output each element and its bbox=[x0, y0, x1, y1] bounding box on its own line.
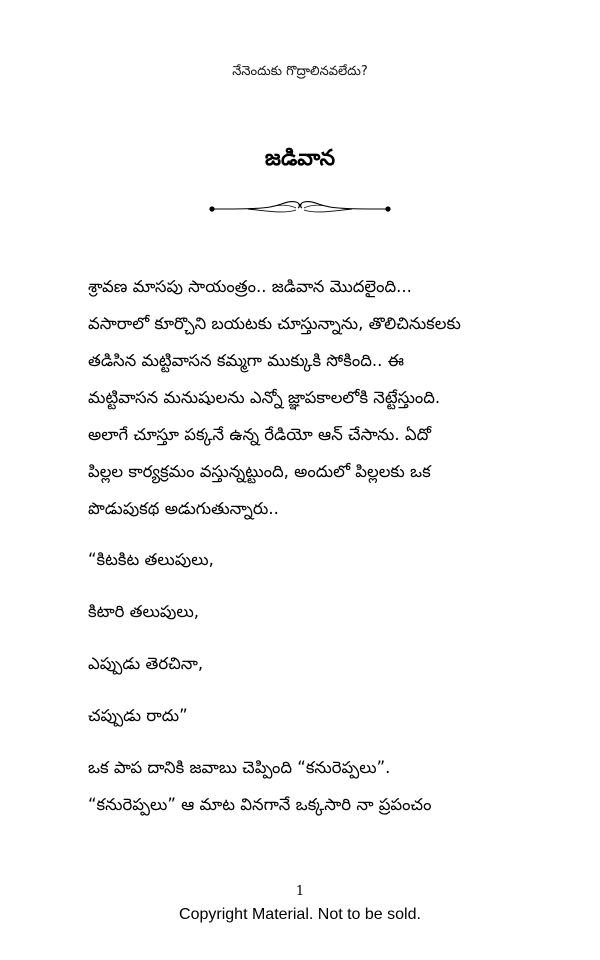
paragraph: శ్రావణ మాసపు సాయంత్రం.. జడివాన మొదలైంది... వసారాలో కూర్చొని బయటకు చూస్తున్నాను, తొలిచినుకలకు తడిసిన మట్టివాసన కమ్మగా ముక్కుకి సోకింది.. ఈ మట్టివాసన మనుషులను ఎన్నో జ్ఞాపకాలలోకి నెట్టేస్తుంది. అలాగే చూస్తూ పక్కనే ఉన్న రేడియో ఆన్ చేసాను. ఏదో పిల్లల కార్యక్రమం వస్తున్నట్టుంది, అందులో పిల్లలకు ఒక పొడుపుకథ అడుగుతున్నారు.. bbox=[88, 277, 461, 518]
page-number: 1 bbox=[295, 884, 305, 899]
body-text bbox=[88, 268, 512, 823]
paragraph: ఒక పాప దానికి జవాబు చెప్పింది “కనురెప్పలు”. “కనురెప్పలు” ఆ మాట వినగానే ఒక్కసారి నా ప్రపంచం bbox=[88, 758, 432, 814]
verse-line: చప్పుడు రాదు” bbox=[88, 706, 188, 725]
copyright-notice: Copyright Material. Not to be sold. bbox=[179, 906, 421, 923]
flourish-divider-icon bbox=[208, 196, 392, 222]
running-header: నేనెందుకు గొద్రాలినవలేదు? bbox=[232, 64, 368, 79]
chapter-title: జడివాన bbox=[264, 146, 336, 171]
verse-line: ఎప్పుడు తెరచినా, bbox=[88, 654, 204, 673]
verse-line: “కిటకిట తలుపులు, bbox=[88, 550, 214, 569]
verse-line: కిటారి తలుపులు, bbox=[88, 602, 200, 621]
